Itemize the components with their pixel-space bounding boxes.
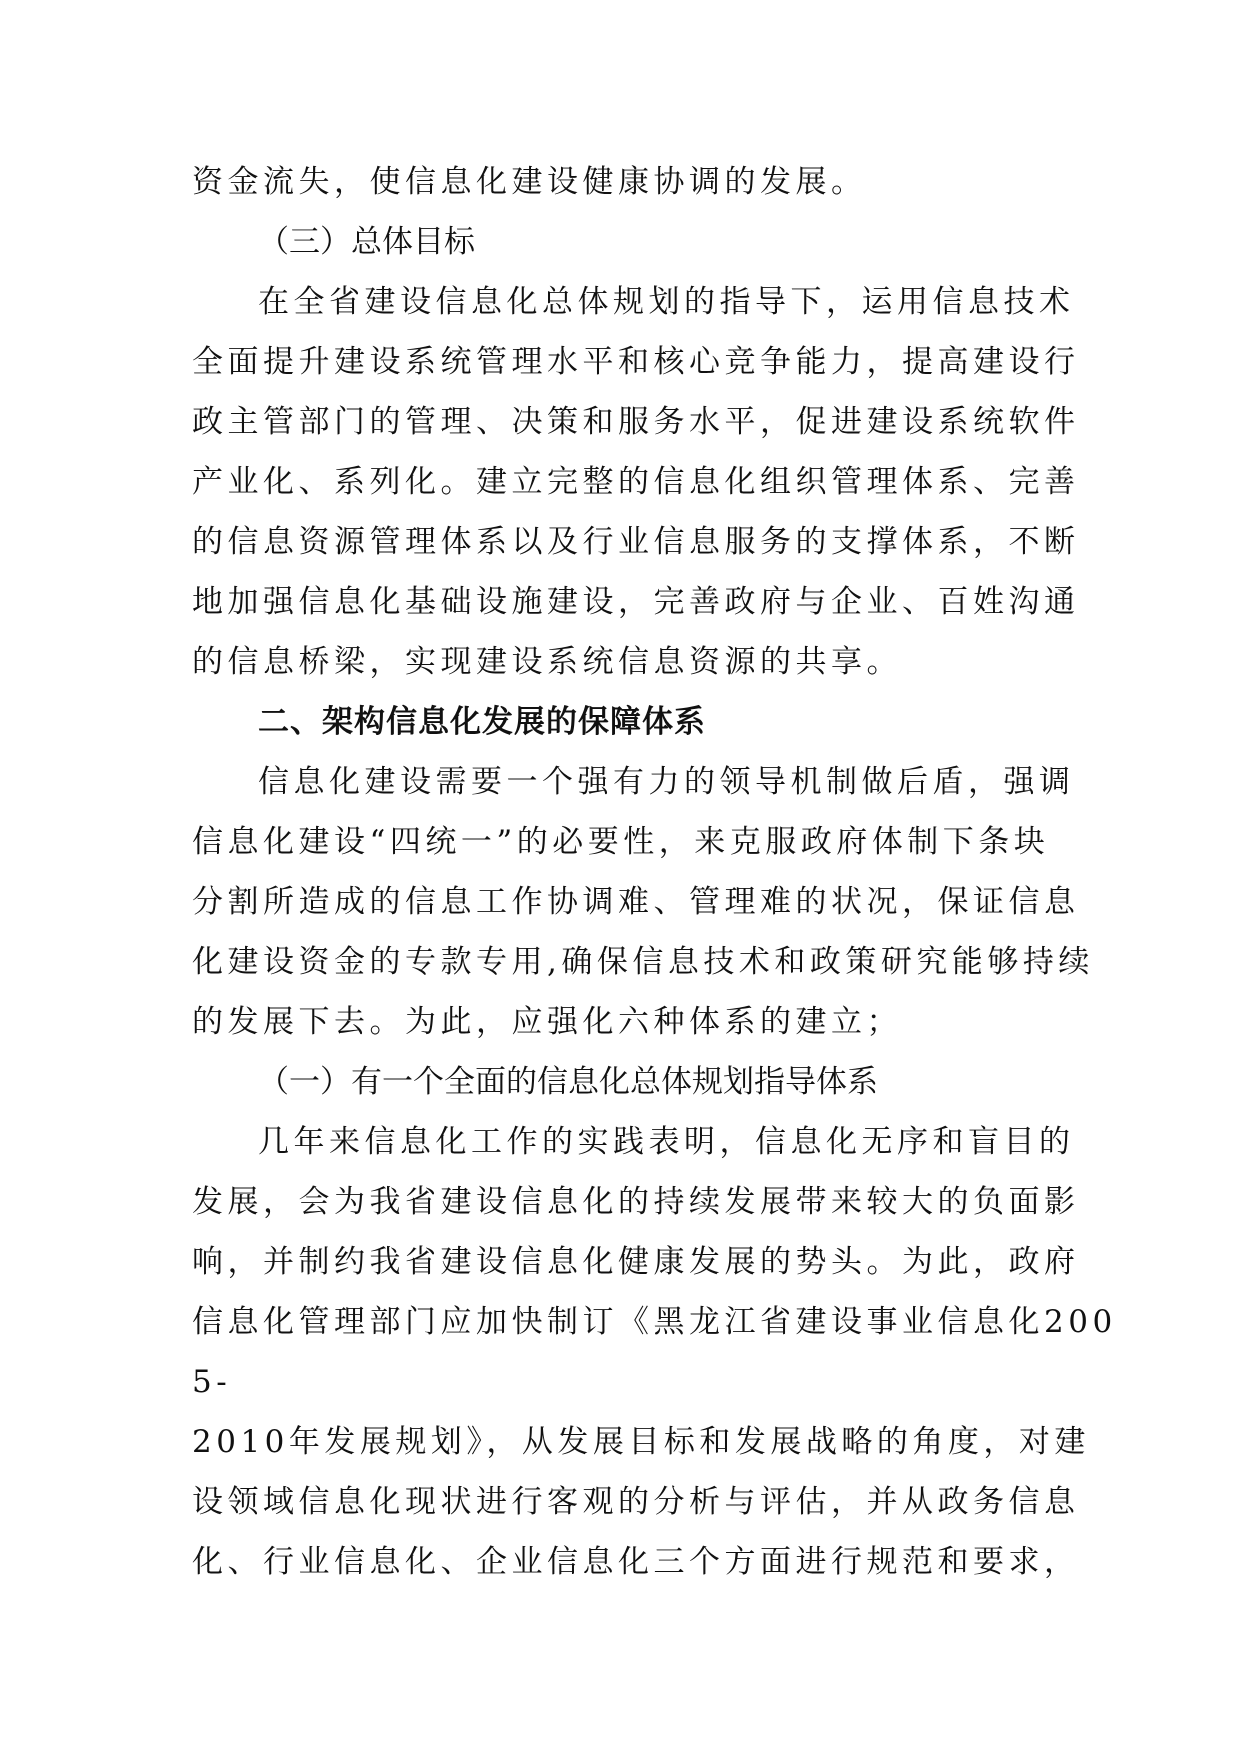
paragraph-line: 在全省建设信息化总体规划的指导下，运用信息技术 xyxy=(258,284,1075,320)
paragraph-line: 资金流失，使信息化建设健康协调的发展。 xyxy=(192,164,867,200)
paragraph-line: 信息化建设需要一个强有力的领导机制做后盾，强调 xyxy=(258,764,1075,800)
paragraph-line: 的发展下去。为此，应强化六种体系的建立； xyxy=(192,1004,902,1040)
paragraph-line: 设领域信息化现状进行客观的分析与评估，并从政务信息 xyxy=(192,1484,1080,1520)
paragraph-line: 5- xyxy=(192,1364,232,1400)
paragraph-line: 的信息资源管理体系以及行业信息服务的支撑体系，不断 xyxy=(192,524,1080,560)
paragraph-line: 分割所造成的信息工作协调难、管理难的状况，保证信息 xyxy=(192,884,1080,920)
paragraph-line: 信息化建设“四统一”的必要性，来克服政府体制下条块 xyxy=(192,824,1050,860)
paragraph-line: 地加强信息化基础设施建设，完善政府与企业、百姓沟通 xyxy=(192,584,1080,620)
paragraph-line: 发展，会为我省建设信息化的持续发展带来较大的负面影 xyxy=(192,1184,1080,1220)
paragraph-line: 响，并制约我省建设信息化健康发展的势头。为此，政府 xyxy=(192,1244,1080,1280)
section-heading-planning-system: （一）有一个全面的信息化总体规划指导体系 xyxy=(258,1064,878,1100)
section-heading-safeguard-system: 二、架构信息化发展的保障体系 xyxy=(258,704,706,740)
paragraph-line: 信息化管理部门应加快制订《黑龙江省建设事业信息化200 xyxy=(192,1304,1117,1340)
paragraph-line: 化建设资金的专款专用,确保信息技术和政策研究能够持续 xyxy=(192,944,1094,980)
paragraph-line: 产业化、系列化。建立完整的信息化组织管理体系、完善 xyxy=(192,464,1080,500)
paragraph-line: 几年来信息化工作的实践表明，信息化无序和盲目的 xyxy=(258,1124,1075,1160)
paragraph-line: 政主管部门的管理、决策和服务水平，促进建设系统软件 xyxy=(192,404,1080,440)
paragraph-line: 全面提升建设系统管理水平和核心竞争能力，提高建设行 xyxy=(192,344,1080,380)
paragraph-line: 化、行业信息化、企业信息化三个方面进行规范和要求， xyxy=(192,1544,1080,1580)
paragraph-line: 2010年发展规划》，从发展目标和发展战略的角度，对建 xyxy=(192,1424,1090,1460)
section-heading-overall-goal: （三）总体目标 xyxy=(258,224,475,260)
paragraph-line: 的信息桥梁，实现建设系统信息资源的共享。 xyxy=(192,644,902,680)
